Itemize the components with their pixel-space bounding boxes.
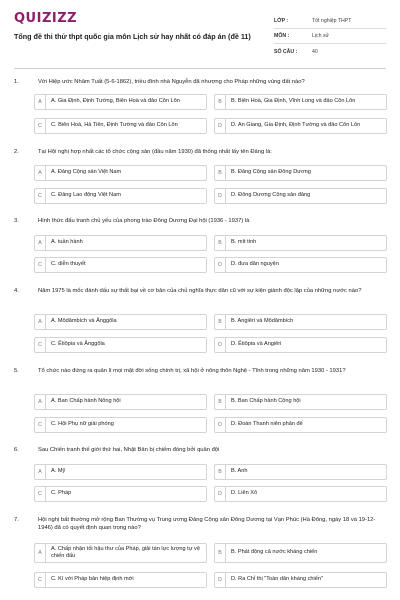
option-text: C. Kí với Pháp bản hiệp định mới bbox=[51, 576, 134, 583]
meta-label: MÔN : bbox=[274, 33, 290, 39]
option-text: C. Hội Phụ nữ giải phóng bbox=[51, 421, 114, 428]
question-4 bbox=[14, 287, 386, 348]
option-letter: C bbox=[35, 487, 46, 501]
option-letter: A bbox=[35, 395, 46, 409]
option-text: B. Anh bbox=[231, 468, 248, 475]
option-text: D. Êtiôpia và Angiêri bbox=[231, 341, 282, 348]
question-number: 6. bbox=[14, 447, 19, 453]
option-d[interactable] bbox=[214, 257, 387, 273]
question-number: 2. bbox=[14, 149, 19, 155]
option-a[interactable] bbox=[34, 235, 207, 251]
meta-label: SỐ CÂU : bbox=[274, 48, 298, 55]
option-text: C. diễn thuyết bbox=[51, 261, 86, 268]
option-letter: C bbox=[35, 189, 46, 203]
meta-label: LỚP : bbox=[274, 18, 289, 24]
question-text: Tại Hội nghị hợp nhất các tổ chức cộng sản (đầu năm 1930) đã thống nhất lấy tên Đảng là: bbox=[38, 149, 272, 155]
option-letter: A bbox=[35, 166, 46, 180]
option-d[interactable] bbox=[214, 337, 387, 353]
question-text: Sau Chiến tranh thế giới thứ hai, Nhật Bản bị chiếm đóng bởi quân đội bbox=[38, 447, 220, 453]
question-3 bbox=[14, 217, 386, 268]
option-b[interactable] bbox=[214, 543, 387, 563]
option-a[interactable] bbox=[34, 94, 207, 110]
option-text: A. Ban Chấp hành Nông hội bbox=[51, 398, 121, 405]
meta-value: 40 bbox=[312, 48, 318, 55]
question-text: Năm 1975 là mốc đánh dấu sự thất bại về cơ bản của chủ nghĩa thực dân cũ với sự kiện giành độc lập của những nước nào? bbox=[38, 288, 362, 294]
meta-row-subject bbox=[274, 29, 386, 44]
option-letter: D bbox=[215, 487, 226, 501]
option-letter: A bbox=[35, 236, 46, 250]
option-text: B. mít tinh bbox=[231, 239, 257, 246]
option-text: C. Êtiôpia và Ănggôla bbox=[51, 341, 105, 348]
meta-value: Lịch sử bbox=[312, 33, 330, 39]
question-2 bbox=[14, 148, 386, 199]
option-c[interactable] bbox=[34, 118, 207, 134]
meta-row-class bbox=[274, 14, 386, 29]
option-c[interactable] bbox=[34, 417, 207, 433]
option-letter: B bbox=[215, 395, 226, 409]
option-b[interactable] bbox=[214, 314, 387, 330]
option-a[interactable] bbox=[34, 394, 207, 410]
meta-table bbox=[274, 14, 386, 59]
option-text: B. Biên Hoà, Gia Định, Vĩnh Long và đảo Côn Lôn bbox=[231, 98, 356, 105]
option-c[interactable] bbox=[34, 337, 207, 353]
option-letter: A bbox=[35, 544, 46, 562]
option-text: C. Pháp bbox=[51, 490, 72, 497]
option-text: D. Ra Chỉ thị "Toàn dân kháng chiến" bbox=[231, 576, 323, 583]
option-a[interactable] bbox=[34, 543, 207, 563]
option-letter: D bbox=[215, 189, 226, 203]
option-text: D. An Giang, Gia Định, Định Tường và đảo Côn Lôn bbox=[231, 122, 361, 129]
option-text: D. đưa dân nguyện bbox=[231, 261, 279, 268]
option-letter: C bbox=[35, 338, 46, 352]
option-text: B. Đảng Cộng sản Đông Dương bbox=[231, 169, 311, 176]
option-letter: A bbox=[35, 465, 46, 479]
option-b[interactable] bbox=[214, 165, 387, 181]
option-d[interactable] bbox=[214, 118, 387, 134]
option-a[interactable] bbox=[34, 464, 207, 480]
option-c[interactable] bbox=[34, 572, 207, 588]
option-letter: C bbox=[35, 119, 46, 133]
option-letter: B bbox=[215, 465, 226, 479]
option-letter: B bbox=[215, 315, 226, 329]
option-letter: C bbox=[35, 418, 46, 432]
option-letter: D bbox=[215, 338, 226, 352]
option-letter: D bbox=[215, 418, 226, 432]
option-letter: C bbox=[35, 573, 46, 587]
option-text: A. Gia Định, Định Tường, Biên Hoà và đảo Côn Lôn bbox=[51, 98, 180, 105]
option-letter: A bbox=[35, 95, 46, 109]
question-6 bbox=[14, 446, 386, 497]
option-text: A. Môdămbích và Ănggôla bbox=[51, 318, 117, 325]
option-c[interactable] bbox=[34, 486, 207, 502]
question-1 bbox=[14, 78, 386, 129]
option-d[interactable] bbox=[214, 486, 387, 502]
option-d[interactable] bbox=[214, 572, 387, 588]
question-7 bbox=[14, 516, 386, 583]
option-letter: A bbox=[35, 315, 46, 329]
option-text: B. Ban Chấp hành Công hội bbox=[231, 398, 301, 405]
option-letter: B bbox=[215, 236, 226, 250]
question-text: Tổ chức nào đứng ra quản lí mọi mặt đời sống chính trị, xã hội ở nông thôn Nghệ - Tĩnh trong những năm 1930 - 1931? bbox=[38, 368, 346, 374]
option-b[interactable] bbox=[214, 94, 387, 110]
option-a[interactable] bbox=[34, 314, 207, 330]
option-text: B. Angiêri và Môdămbích bbox=[231, 318, 294, 325]
option-text: A. Đảng Cộng sản Việt Nam bbox=[51, 169, 122, 176]
option-d[interactable] bbox=[214, 188, 387, 204]
option-d[interactable] bbox=[214, 417, 387, 433]
option-letter: B bbox=[215, 166, 226, 180]
option-letter: C bbox=[35, 258, 46, 272]
option-text: C. Đảng Lao động Việt Nam bbox=[51, 192, 121, 199]
option-text: B. Phát động cả nước kháng chiến bbox=[231, 549, 318, 556]
question-text: Hình thức đấu tranh chủ yếu của phong trào Đông Dương Đại hội (1936 - 1937) là bbox=[38, 218, 250, 224]
option-text: C. Biên Hoà, Hà Tiên, Định Tường và đảo Côn Lôn bbox=[51, 122, 178, 129]
question-text: Với Hiệp ước Nhâm Tuất (5-6-1862), triều đình nhà Nguyễn đã nhượng cho Pháp những vùng đất nào? bbox=[38, 79, 305, 85]
question-number: 1. bbox=[14, 79, 19, 85]
option-letter: D bbox=[215, 573, 226, 587]
option-letter: B bbox=[215, 95, 226, 109]
question-5 bbox=[14, 367, 386, 428]
page-title: Tổng đề thi thử thpt quốc gia môn Lịch sử hay nhất có đáp án (đề 11) bbox=[14, 32, 251, 41]
option-text: A. tuần hành bbox=[51, 239, 83, 246]
question-number: 5. bbox=[14, 368, 19, 374]
option-a[interactable] bbox=[34, 165, 207, 181]
option-letter: D bbox=[215, 258, 226, 272]
question-number: 4. bbox=[14, 288, 19, 294]
option-letter: D bbox=[215, 119, 226, 133]
meta-value: Tốt nghiệp THPT bbox=[312, 18, 352, 24]
option-text: A. Chấp nhận tối hậu thư của Pháp, giải tán lực lượng tự vệ chiến đấu bbox=[51, 545, 200, 559]
question-text: Hội nghị bất thường mở rộng Ban Thường vụ Trung ương Đảng Cộng sản Đông Dương tại Vạn Phúc (Hà Đông, ngày 18 và 19-12-1946) đã có quyết định quan trọng nào? bbox=[38, 517, 376, 532]
option-letter: B bbox=[215, 544, 226, 562]
option-text: A. Mỹ bbox=[51, 468, 66, 475]
header-divider bbox=[14, 68, 386, 69]
question-number: 3. bbox=[14, 218, 19, 224]
option-c[interactable] bbox=[34, 257, 207, 273]
option-text: D. Đông Dương Cộng sản đảng bbox=[231, 192, 311, 199]
option-b[interactable] bbox=[214, 464, 387, 480]
option-text: D. Đoàn Thanh niên phản đế bbox=[231, 421, 303, 428]
option-b[interactable] bbox=[214, 235, 387, 251]
option-c[interactable] bbox=[34, 188, 207, 204]
question-number: 7. bbox=[14, 517, 19, 523]
option-text: D. Liên Xô bbox=[231, 490, 258, 497]
quizizz-logo: QUIZIZZ bbox=[14, 11, 78, 26]
meta-row-count bbox=[274, 44, 386, 59]
option-b[interactable] bbox=[214, 394, 387, 410]
